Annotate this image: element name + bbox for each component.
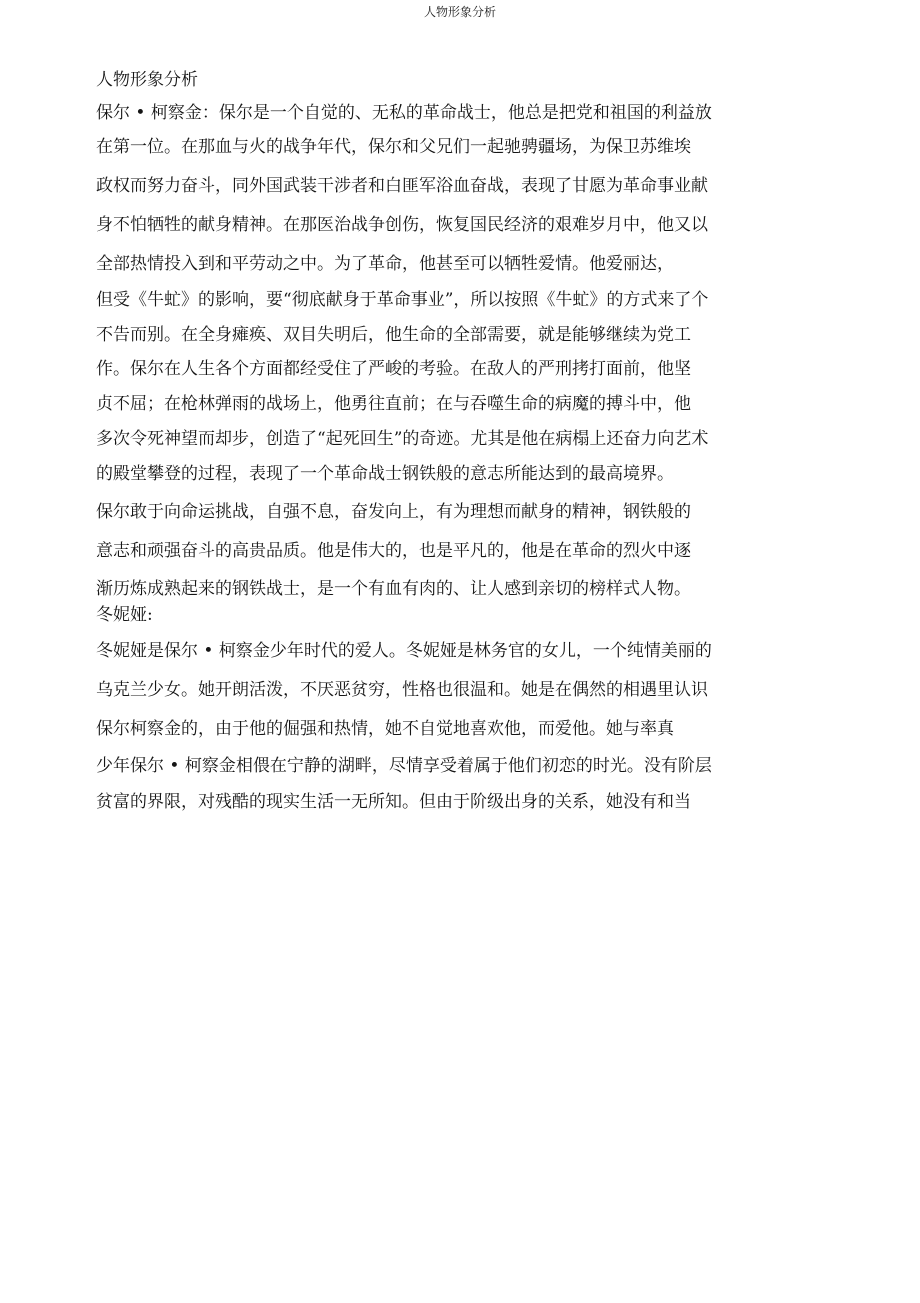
tonya-line: 保尔柯察金的，由于他的倔强和热情，她不自觉地喜欢他，而爱他。她与率真 (96, 719, 674, 739)
tonya-line: 乌克兰少女。她开朗活泼，不厌恶贫穷，性格也很温和。她是在偶然的相遇里认识 (96, 680, 708, 700)
tonya-line: 冬妮娅是保尔 • 柯察金少年时代的爱人。冬妮娅是林务官的女儿，一个纯情美丽的 (96, 641, 712, 661)
paul-line: 保尔 • 柯察金：保尔是一个自觉的、无私的革命战士，他总是把党和祖国的利益放 (96, 103, 712, 123)
summary-line: 意志和顽强奋斗的高贵品质。他是伟大的，也是平凡的，他是在革命的烈火中逐 (96, 541, 691, 561)
paul-line: 多次令死神望而却步，创造了“起死回生”的奇迹。尤其是他在病榻上还奋力向艺术 (96, 429, 709, 449)
paul-line: 在第一位。在那血与火的战争年代，保尔和父兄们一起驰骋疆场，为保卫苏维埃 (96, 137, 691, 157)
summary-line: 保尔敢于向命运挑战，自强不息，奋发向上，有为理想而献身的精神，钢铁般的 (96, 502, 691, 522)
paul-line: 但受《牛虻》的影响，要“彻底献身于革命事业”，所以按照《牛虻》的方式来了个 (96, 290, 709, 310)
running-header: 人物形象分析 (423, 5, 496, 19)
tonya-line: 贫富的界限，对残酷的现实生活一无所知。但由于阶级出身的关系，她没有和当 (96, 792, 691, 812)
paul-line: 全部热情投入到和平劳动之中。为了革命，他甚至可以牺牲爱情。他爱丽达， (96, 254, 674, 274)
summary-line: 渐历炼成熟起来的钢铁战士，是一个有血有肉的、让人感到亲切的榜样式人物。 (96, 579, 691, 599)
paul-line: 不告而别。在全身瘫痪、双目失明后，他生命的全部需要，就是能够继续为党工 (96, 325, 691, 345)
paul-line: 作。保尔在人生各个方面都经受住了严峻的考验。在敌人的严刑拷打面前，他坚 (96, 359, 691, 379)
paul-line: 政权而努力奋斗，同外国武装干涉者和白匪军浴血奋战，表现了甘愿为革命事业献 (96, 176, 708, 196)
paul-line: 贞不屈；在枪林弹雨的战场上，他勇往直前；在与吞噬生命的病魔的搏斗中，他 (96, 394, 691, 414)
document-title: 人物形象分析 (96, 70, 198, 90)
paul-line: 身不怕牺牲的献身精神。在那医治战争创伤，恢复国民经济的艰难岁月中，他又以 (96, 215, 708, 235)
paul-line: 的殿堂攀登的过程，表现了一个革命战士钢铁般的意志所能达到的最高境界。 (96, 464, 674, 484)
tonya-line: 少年保尔 • 柯察金相偎在宁静的湖畔，尽情享受着属于他们初恋的时光。没有阶层 (96, 756, 712, 776)
tonya-heading: 冬妮娅: (96, 605, 153, 625)
